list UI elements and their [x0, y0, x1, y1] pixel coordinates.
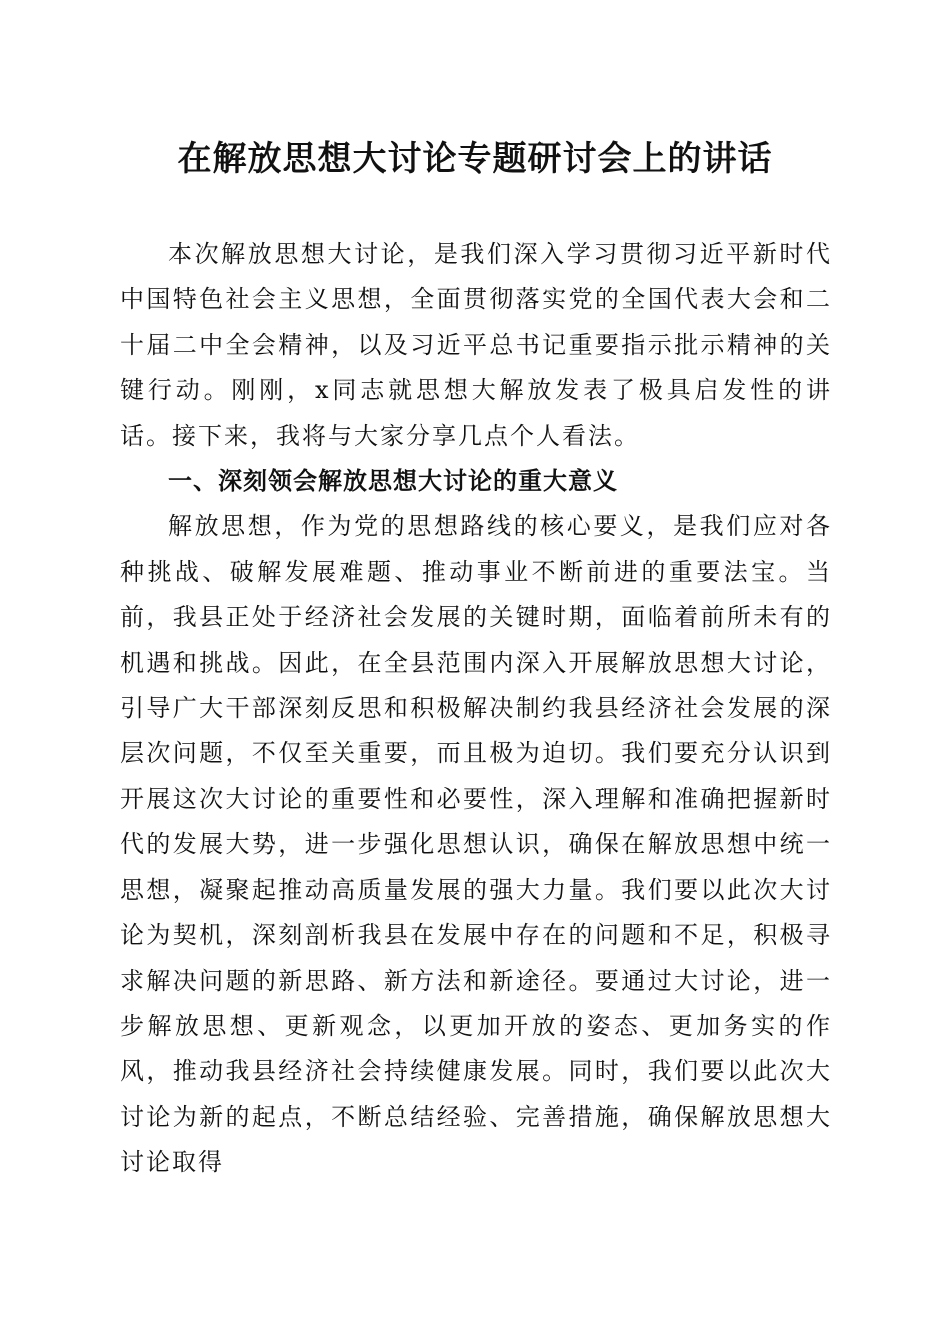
- section-1-paragraph: 解放思想，作为党的思想路线的核心要义，是我们应对各种挑战、破解发展难题、推动事业不断前进的重要法宝。当前，我县正处于经济社会发展的关键时期，面临着前所未有的机遇和挑战。因此，在全县范围内深入开展解放思想大讨论，引导广大干部深刻反思和积极解决制约我县经济社会发展的深层次问题，不仅至关重要，而且极为迫切。我们要充分认识到开展这次大讨论的重要性和必要性，深入理解和准确把握新时代的发展大势，进一步强化思想认识，确保在解放思想中统一思想，凝聚起推动高质量发展的强大力量。我们要以此次大讨论为契机，深刻剖析我县在发展中存在的问题和不足，积极寻求解决问题的新思路、新方法和新途径。要通过大讨论，进一步解放思想、更新观念，以更加开放的姿态、更加务实的作风，推动我县经济社会持续健康发展。同时，我们要以此次大讨论为新的起点，不断总结经验、完善措施，确保解放思想大讨论取得: [120, 512, 832, 1177]
- section-1-heading: 一、深刻领会解放思想大讨论的重大意义: [168, 467, 618, 496]
- document-title: 在解放思想大讨论专题研讨会上的讲话: [177, 139, 773, 179]
- document-body: [120, 232, 832, 1186]
- intro-paragraph: 本次解放思想大讨论，是我们深入学习贯彻习近平新时代中国特色社会主义思想，全面贯彻落实党的全国代表大会和二十届二中全会精神，以及习近平总书记重要指示批示精神的关键行动。刚刚，x同志就思想大解放发表了极具启发性的讲话。接下来，我将与大家分享几点个人看法。: [120, 240, 832, 450]
